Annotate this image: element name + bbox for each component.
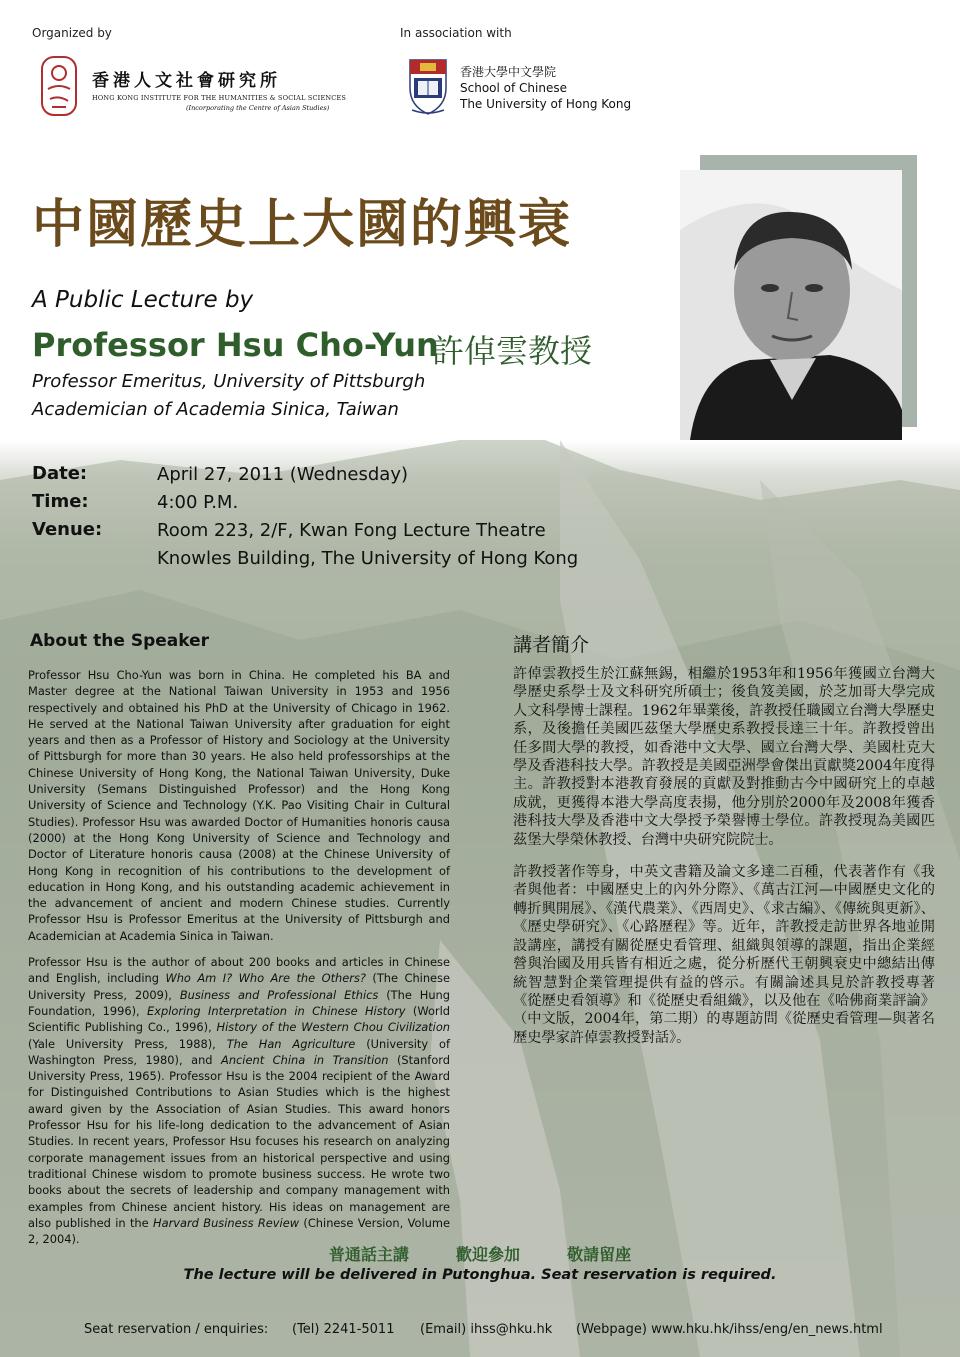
venue-line-1: Room 223, 2/F, Kwan Fong Lecture Theatre <box>157 520 546 541</box>
bio-text: (World Scientific Publishing Co., 1996), <box>28 1003 450 1035</box>
hku-crest-logo <box>406 58 450 116</box>
association-label: In association with <box>400 26 512 40</box>
footer-cn-line <box>0 1242 960 1265</box>
journal-title: Harvard Business Review <box>153 1215 300 1230</box>
venue-line-2: Knowles Building, The University of Hong Kong <box>157 548 579 569</box>
hkihss-name-cn: 香港人文社會研究所 <box>92 71 281 91</box>
bio-text: (The Chinese University Press, 2009), <box>28 971 450 1002</box>
bio-en-paragraph-2 <box>28 954 450 1247</box>
hkihss-seal-logo <box>38 55 80 117</box>
hkihss-name-en: HONG KONG INSTITUTE FOR THE HUMANITIES & SOCIAL SCIENCES <box>92 94 347 102</box>
bio-text: (Stanford University Press, 1965). Professor Hsu is the 2004 recipient of the Award for Distinguished Contributions to Asian Studies which is the highest award given by the Association of Asian Studies. This award honors Professor Hsu for his life-long dedication to the advancement of Asian Studies. In recent years, Professor Hsu focuses his research on analyzing corporate management issues from an historical perspective and using traditional Chinese wisdom to promote business success. He wrote two books about the secrets of leadership and company management with examples from Chinese ancient history. His ideas on management are also published in the <box>28 1052 451 1230</box>
venue-label: Venue: <box>32 519 103 540</box>
welcome-note-cn: 歡迎參加 <box>455 1245 520 1264</box>
speaker-role-1: Professor Emeritus, University of Pittsburgh <box>32 371 426 392</box>
putonghua-note-cn: 普通話主講 <box>328 1245 409 1264</box>
contact-webpage: (Webpage) www.hku.hk/ihss/eng/en_news.html <box>576 1322 883 1337</box>
book-title: Who Am I? Who Are the Others? <box>165 971 366 986</box>
contact-email: (Email) ihss@hku.hk <box>420 1322 553 1337</box>
speaker-name-cn: 許倬雲教授 <box>432 332 593 370</box>
speaker-name: Professor Hsu Cho-Yun <box>32 326 439 364</box>
hkihss-subtitle: (Incorporating the Centre of Asian Studies) <box>186 104 330 112</box>
lecture-title-cn: 中國歷史上大國的興衰 <box>32 194 573 255</box>
speaker-bio-en <box>28 667 450 1257</box>
bio-cn-paragraph-1: 許倬雲教授生於江蘇無錫，相繼於1953年和1956年獲國立台灣大學歷史系學士及文科研究所碩士；後負笈美國，於芝加哥大學完成人文科學博士課程。1962年畢業後，許教授任職國立台灣大學歷史系，及後擔任美國匹茲堡大學歷史系教授長達三十年。許教授曾出任多間大學的教授，如香港中文大學、國立台灣大學、美國杜克大學及香港科技大學。許教授是美國亞洲學會傑出貢獻獎2004年度得主。許教授對本港教育發展的貢獻及對推動古今中國研究上的卓越成就，更獲得本港大學高度表揚，他分別於2000年及2008年獲香港科技大學及香港中文大學授予榮譽博士學位。許教授現為美國匹茲堡大學榮休教授、台灣中央研究院院士。 <box>513 666 935 848</box>
time-value: 4:00 P.M. <box>157 492 239 513</box>
speaker-bio-cn <box>513 665 935 1061</box>
book-title: Business and Professional Ethics <box>179 987 379 1002</box>
reservation-note-cn: 敬請留座 <box>567 1245 632 1264</box>
bio-text: (Yale University Press, 1988), <box>28 1036 227 1051</box>
book-title: Exploring Interpretation in Chinese History <box>147 1003 406 1018</box>
bio-text: (The Hung Foundation, 1996), <box>28 987 450 1018</box>
about-speaker-heading-cn: 講者簡介 <box>513 634 590 656</box>
contact-label: Seat reservation / enquiries: <box>84 1322 269 1337</box>
about-speaker-heading: About the Speaker <box>30 631 210 651</box>
organized-by-label: Organized by <box>32 26 112 40</box>
book-title: The Han Agriculture <box>226 1036 356 1051</box>
time-label: Time: <box>32 491 89 512</box>
speaker-role-2: Academician of Academia Sinica, Taiwan <box>32 399 399 420</box>
date-value: April 27, 2011 (Wednesday) <box>157 464 408 485</box>
bio-text: Professor Hsu is the author of about 200 books and articles in Chinese and English, including <box>28 955 450 986</box>
contact-tel: (Tel) 2241-5011 <box>292 1322 395 1337</box>
book-title: Ancient China in Transition <box>221 1052 389 1067</box>
bio-text: (Chinese Version, Volume 2, 2004). <box>28 1215 450 1247</box>
date-label: Date: <box>32 463 88 484</box>
bio-text: (University of Washington Press, 1980), and <box>28 1036 450 1067</box>
bio-cn-paragraph-2: 許教授著作等身，中英文書籍及論文多達二百種，代表著作有《我者與他者：中國歷史上的內外分際》、《萬古江河—中國歷史文化的轉折興開展》、《漢代農業》、《西周史》、《求古編》、《傳統與更新》、《歷史學研究》、《心路歷程》等。近年，許教授走訪世界各地並開設講座，講授有關從歷史看管理、組織與領導的課題，指出企業經營與治國及用兵皆有相近之處，從分析歷代王朝興衰史中總結出傳統智慧對企業管理提供有益的啓示。有關論述具見於許教授專著《從歷史看領導》和《從歷史看組織》，以及他在《哈佛商業評論》（中文版，2004年，第二期）的專題訪問《從歷史看管理—與著名歷史學家許倬雲教授對話》。 <box>513 864 935 1046</box>
hku-name-cn: 香港大學中文學院 <box>460 65 557 79</box>
hku-school-name: School of Chinese <box>460 81 567 95</box>
hku-university-name: The University of Hong Kong <box>460 97 632 111</box>
bio-en-paragraph-1: Professor Hsu Cho-Yun was born in China. He completed his BA and Master degree at the National Taiwan University in 1953 and 1956 respectively and obtained his PhD at the University of Chicago in 1962. He served at the National Taiwan University after graduation for eight years and then as a Professor of History and Sociology at the University of Pittsburgh for more than 30 years. He also held professorships at the Chinese University of Hong Kong, the National Taiwan University, Duke University (Semans Distinguished Professor) and the Hong Kong University of Science and Technology (Y.K. Pao Visiting Chair in Cultural Studies). Professor Hsu was awarded Doctor of Humanities honoris causa (2000) at the Hong Kong University of Science and Technology and Doctor of Literature honoris causa (2008) at the Chinese University of Hong Kong in recognition of his contributions to the development of education in Hong Kong, and his outstanding academic achievement in the advancement of ancient and modern Chinese studies. Currently Professor Hsu is Professor Emeritus at the University of Pittsburgh and Academician at Academia Sinica in Taiwan. <box>28 668 450 943</box>
book-title: History of the Western Chou Civilization <box>216 1020 451 1035</box>
language-note-en: The lecture will be delivered in Putonghua. Seat reservation is required. <box>183 1267 777 1283</box>
public-lecture-by: A Public Lecture by <box>32 287 254 313</box>
speaker-portrait-photo <box>680 170 902 440</box>
